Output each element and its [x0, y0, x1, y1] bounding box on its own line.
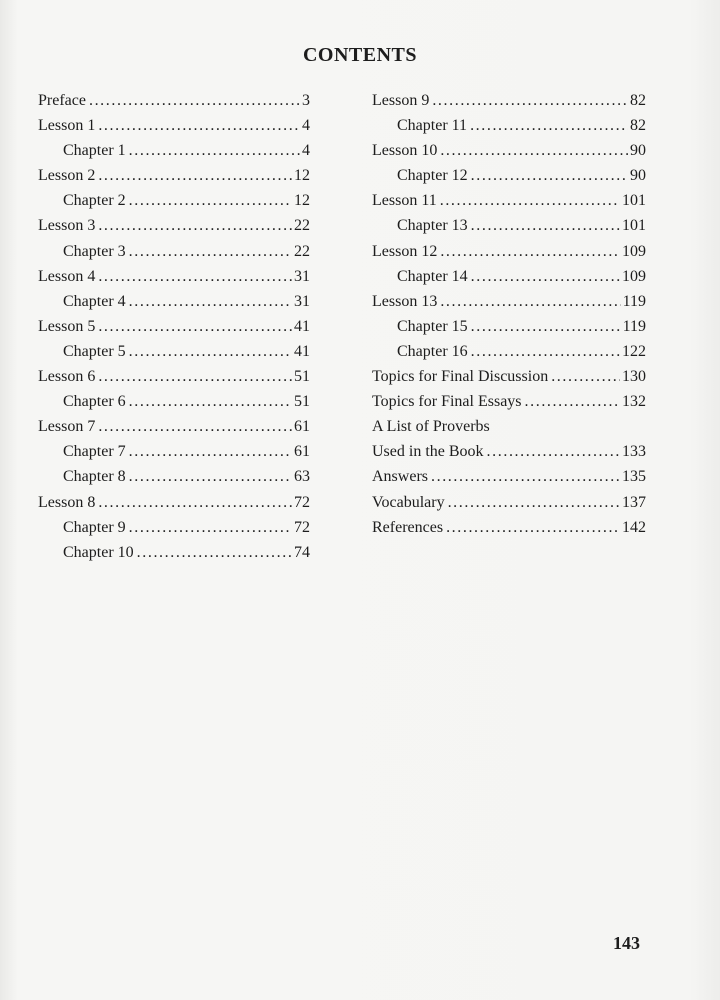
toc-entry-label: Chapter 11	[397, 117, 468, 135]
toc-entry-page: 119	[622, 317, 646, 335]
toc-entry-page: 109	[622, 242, 646, 260]
toc-entry-label: A List of Proverbs	[372, 418, 490, 436]
toc-entry	[372, 439, 646, 464]
dot-leader	[98, 264, 292, 289]
dot-leader	[471, 314, 621, 339]
dot-leader	[551, 364, 620, 389]
dot-leader	[440, 289, 620, 314]
toc-entry-label: References	[372, 518, 444, 536]
toc-entry-label: Chapter 16	[397, 342, 468, 360]
toc-entry-label: Chapter 7	[63, 443, 126, 461]
dot-leader	[471, 163, 628, 188]
toc-entry	[38, 213, 310, 238]
toc-entry-page: 3	[302, 92, 310, 109]
toc-entry	[38, 88, 310, 113]
toc-entry	[372, 364, 646, 389]
toc-entry-page: 82	[630, 117, 646, 135]
dot-leader	[129, 439, 292, 464]
toc-entry	[38, 490, 310, 515]
toc-entry-label: Lesson 13	[372, 292, 438, 310]
toc-entry-label: Lesson 2	[38, 167, 96, 185]
toc-entry	[38, 113, 310, 138]
dot-leader	[98, 490, 292, 515]
toc-entry-label: Lesson 4	[38, 267, 96, 285]
toc-entry-label: Chapter 3	[63, 242, 126, 260]
toc-entry-label: Vocabulary	[372, 493, 445, 511]
toc-entry	[38, 314, 310, 339]
dot-leader	[98, 113, 300, 138]
toc-entry-page: 109	[622, 267, 646, 285]
toc-entry	[372, 490, 646, 515]
toc-entry-page: 51	[294, 368, 310, 386]
dot-leader	[471, 213, 620, 238]
toc-entry-page: 12	[294, 192, 310, 210]
toc-entry-label: Preface	[38, 92, 86, 109]
dot-leader	[98, 414, 292, 439]
toc-left-column	[38, 88, 310, 565]
dot-leader	[98, 364, 292, 389]
toc-entry	[372, 88, 646, 113]
toc-entry-page: 137	[622, 493, 646, 511]
toc-entry-page: 22	[294, 242, 310, 260]
dot-leader	[446, 515, 620, 540]
toc-entry-page: 130	[622, 368, 646, 386]
dot-leader	[129, 188, 292, 213]
toc-entry-page: 31	[294, 292, 310, 310]
toc-entry	[38, 364, 310, 389]
toc-entry-label: Lesson 8	[38, 493, 96, 511]
toc-entry-page: 72	[294, 518, 310, 536]
toc-entry-page: 101	[622, 192, 646, 210]
dot-leader	[129, 464, 292, 489]
dot-leader	[525, 389, 620, 414]
toc-entry	[372, 314, 646, 339]
toc-entry-page: 63	[294, 468, 310, 486]
toc-entry-label: Chapter 5	[63, 342, 126, 360]
toc-entry-label: Used in the Book	[372, 443, 484, 461]
toc-entry	[372, 464, 646, 489]
toc-entry	[372, 163, 646, 188]
dot-leader	[129, 515, 292, 540]
toc-entry-label: Chapter 6	[63, 393, 126, 411]
toc-entry-label: Topics for Final Discussion	[372, 368, 549, 386]
toc-entry	[38, 264, 310, 289]
dot-leader	[89, 88, 300, 113]
toc-entry-label: Chapter 9	[63, 518, 126, 536]
dot-leader	[432, 88, 628, 113]
dot-leader	[470, 113, 628, 138]
dot-leader	[129, 389, 292, 414]
toc-entry-page: 41	[294, 342, 310, 360]
toc-entry-label: Lesson 1	[38, 117, 96, 135]
toc-entry-page: 101	[622, 217, 646, 235]
toc-entry-page: 142	[622, 518, 646, 536]
toc-entry-page: 82	[630, 92, 646, 109]
dot-leader	[98, 213, 292, 238]
toc-entry	[372, 339, 646, 364]
toc-entry	[38, 540, 310, 565]
toc-entry-label: Lesson 5	[38, 317, 96, 335]
dot-leader	[129, 289, 292, 314]
toc-entry-label: Topics for Final Essays	[372, 393, 522, 411]
toc-entry-page: 12	[294, 167, 310, 185]
toc-entry-label: Chapter 14	[397, 267, 468, 285]
toc-entry-page: 119	[622, 292, 646, 310]
toc-entry-label: Chapter 13	[397, 217, 468, 235]
toc-entry-label: Lesson 3	[38, 217, 96, 235]
toc-entry-label: Chapter 15	[397, 317, 468, 335]
toc-entry	[372, 239, 646, 264]
toc-entry-label: Lesson 7	[38, 418, 96, 436]
toc-entry	[38, 339, 310, 364]
toc-entry-label: Chapter 12	[397, 167, 468, 185]
toc-right-column	[372, 88, 646, 540]
dot-leader	[440, 239, 620, 264]
dot-leader	[440, 138, 628, 163]
toc-entry	[372, 213, 646, 238]
toc-entry-label: Chapter 8	[63, 468, 126, 486]
page-title: CONTENTS	[302, 44, 418, 66]
dot-leader	[440, 188, 620, 213]
toc-entry-page: 133	[622, 443, 646, 461]
toc-entry-page: 51	[294, 393, 310, 411]
dot-leader	[98, 163, 292, 188]
toc-entry-page: 132	[622, 393, 646, 411]
dot-leader	[487, 439, 620, 464]
toc-entry	[38, 239, 310, 264]
toc-entry-page: 31	[294, 267, 310, 285]
dot-leader	[471, 339, 620, 364]
toc-entry	[38, 464, 310, 489]
toc-entry-label: Answers	[372, 468, 428, 486]
dot-leader	[129, 239, 292, 264]
dot-leader	[129, 138, 300, 163]
toc-entry	[38, 515, 310, 540]
toc-entry-label: Lesson 6	[38, 368, 96, 386]
toc-entry	[372, 289, 646, 314]
toc-entry-page: 4	[302, 142, 310, 160]
toc-entry-label: Chapter 1	[63, 142, 126, 160]
toc-entry-page: 4	[302, 117, 310, 135]
toc-entry-label: Lesson 9	[372, 92, 430, 109]
toc-entry-label: Lesson 11	[372, 192, 437, 210]
toc-entry-page: 61	[294, 418, 310, 436]
toc-entry	[38, 138, 310, 163]
toc-entry-label: Lesson 10	[372, 142, 438, 160]
toc-entry-label: Lesson 12	[372, 242, 438, 260]
toc-entry-page: 122	[622, 342, 646, 360]
dot-leader	[137, 540, 292, 565]
toc-entry	[38, 389, 310, 414]
page-number: 143	[613, 933, 640, 953]
dot-leader	[98, 314, 292, 339]
toc-entry-page: 74	[294, 543, 310, 561]
toc-entry	[38, 439, 310, 464]
toc-entry-page: 90	[630, 167, 646, 185]
toc-entry	[372, 138, 646, 163]
toc-entry-page: 22	[294, 217, 310, 235]
toc-entry-page: 41	[294, 317, 310, 335]
toc-entry-page: 72	[294, 493, 310, 511]
dot-leader	[431, 464, 620, 489]
toc-entry-label: Chapter 10	[63, 543, 134, 561]
toc-entry	[38, 163, 310, 188]
toc-entry-label: Chapter 2	[63, 192, 126, 210]
toc-entry	[372, 264, 646, 289]
toc-entry	[372, 515, 646, 540]
toc-entry	[372, 113, 646, 138]
dot-leader	[471, 264, 620, 289]
toc-entry	[38, 414, 310, 439]
toc-entry-page: 61	[294, 443, 310, 461]
toc-entry	[372, 414, 646, 439]
toc-entry	[372, 389, 646, 414]
toc-entry-page: 135	[622, 468, 646, 486]
toc-entry	[38, 289, 310, 314]
toc-entry-page: 90	[630, 142, 646, 160]
toc-entry-label: Chapter 4	[63, 292, 126, 310]
dot-leader	[448, 490, 620, 515]
toc-entry	[38, 188, 310, 213]
dot-leader	[129, 339, 292, 364]
toc-entry	[372, 188, 646, 213]
